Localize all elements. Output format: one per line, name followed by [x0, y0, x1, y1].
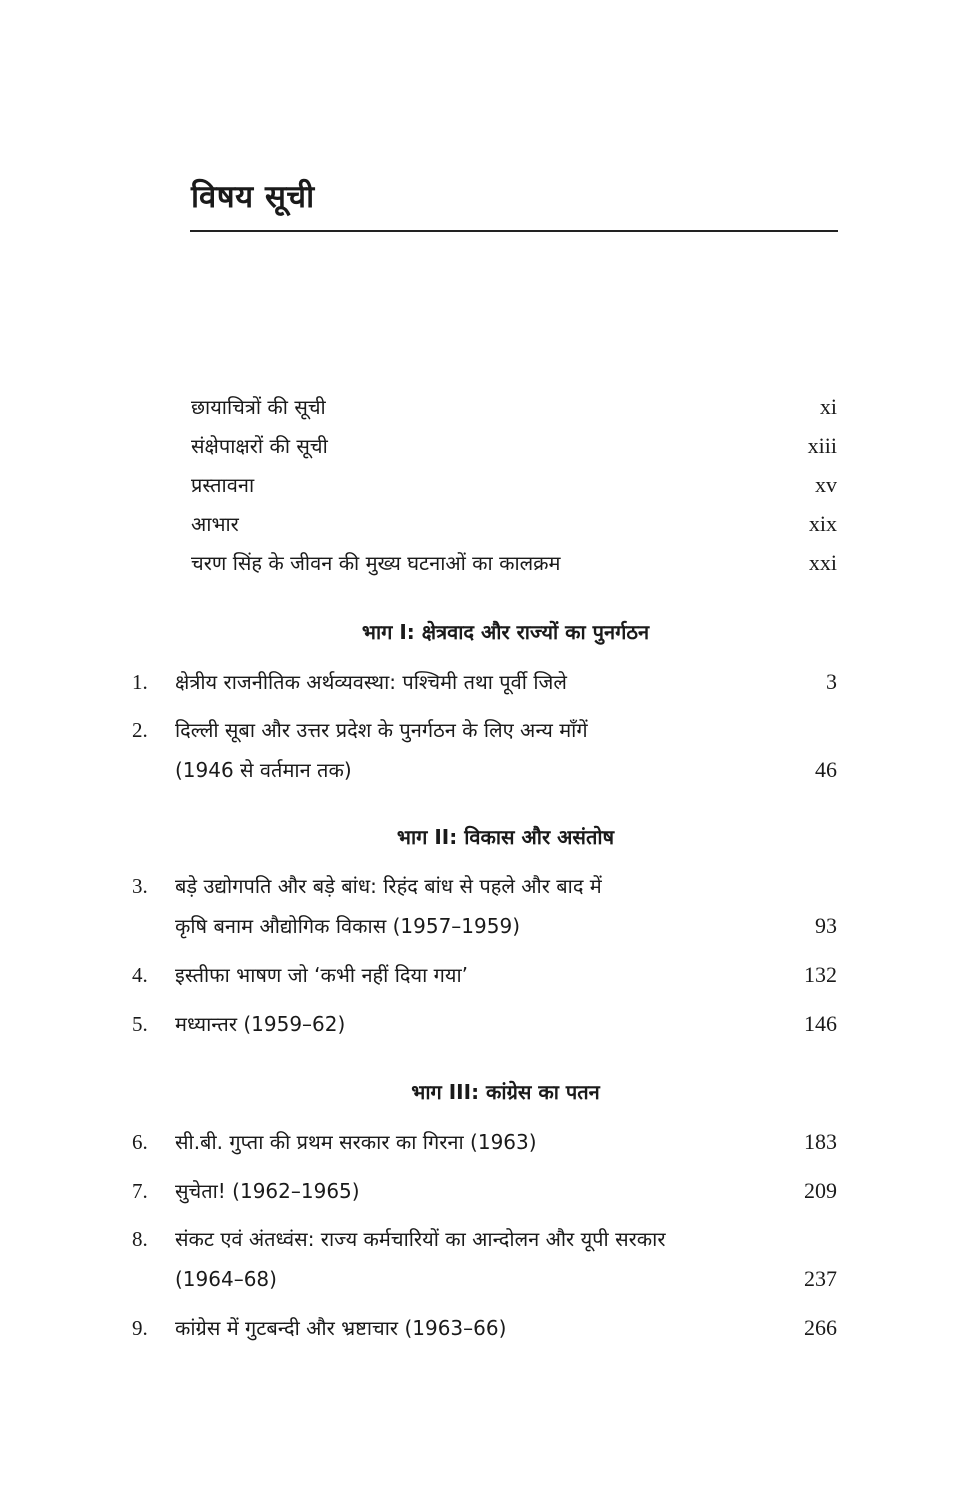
- chapter-number: 7.: [132, 1179, 148, 1203]
- chapter-title-continued: (1946 से वर्तमान तक): [175, 758, 352, 782]
- chapter-number: 4.: [132, 963, 148, 987]
- chapter-entry[interactable]: [0, 957, 971, 993]
- chapter-number: 6.: [132, 1130, 148, 1154]
- chapter-entry[interactable]: [0, 1006, 971, 1042]
- chapter-title-continued: कृषि बनाम औद्योगिक विकास (1957–1959): [175, 914, 520, 938]
- chapter-entry-continued[interactable]: [0, 908, 971, 944]
- toc-entry-label: संक्षेपाक्षरों की सूची: [191, 434, 328, 458]
- chapter-title: दिल्ली सूबा और उत्तर प्रदेश के पुनर्गठन के लिए अन्य माँगें: [175, 718, 588, 742]
- chapter-title-continued: (1964–68): [175, 1267, 277, 1291]
- toc-entry-page: xix: [808, 511, 837, 536]
- chapter-page: 183: [804, 1129, 837, 1154]
- chapter-entry[interactable]: [0, 712, 971, 748]
- chapter-entry-continued[interactable]: [0, 752, 971, 788]
- chapter-page: 3: [826, 669, 837, 694]
- chapter-page: 132: [804, 962, 837, 987]
- chapter-entry[interactable]: [0, 1173, 971, 1209]
- chapter-number: 8.: [132, 1227, 148, 1251]
- chapter-page: 266: [804, 1315, 837, 1340]
- chapter-title: इस्तीफा भाषण जो ‘कभी नहीं दिया गया’: [175, 963, 469, 987]
- part-heading: भाग II: विकास और असंतोष: [396, 825, 615, 849]
- chapter-page: 46: [815, 757, 837, 782]
- chapter-entry-continued[interactable]: [0, 1261, 971, 1297]
- chapter-page: 209: [804, 1178, 837, 1203]
- chapter-entry[interactable]: [0, 1310, 971, 1346]
- chapter-entry[interactable]: [0, 664, 971, 700]
- toc-entry-label: आभार: [191, 512, 239, 536]
- chapter-number: 2.: [132, 718, 148, 742]
- chapter-number: 5.: [132, 1012, 148, 1036]
- chapter-page: 146: [804, 1011, 837, 1036]
- chapter-page: 237: [804, 1266, 837, 1291]
- chapter-entry[interactable]: [0, 1124, 971, 1160]
- chapter-title: सुचेता! (1962–1965): [175, 1179, 360, 1203]
- chapter-entry[interactable]: [0, 868, 971, 904]
- part-heading: भाग I: क्षेत्रवाद और राज्यों का पुनर्गठन: [361, 620, 650, 644]
- chapter-number: 9.: [132, 1316, 148, 1340]
- toc-entry-page: xi: [819, 394, 837, 419]
- page-title: विषय सूची: [191, 179, 315, 215]
- toc-entry[interactable]: [0, 428, 971, 464]
- toc-entry-label: छायाचित्रों की सूची: [191, 395, 326, 419]
- chapter-title: मध्यान्तर (1959–62): [175, 1012, 346, 1036]
- chapter-entry[interactable]: [0, 1221, 971, 1257]
- chapter-title: संकट एवं अंतध्वंस: राज्य कर्मचारियों का आन्दोलन और यूपी सरकार: [175, 1227, 666, 1251]
- part-heading: भाग III: कांग्रेस का पतन: [411, 1080, 600, 1104]
- toc-entry-page: xiii: [807, 433, 837, 458]
- chapter-title: बड़े उद्योगपति और बड़े बांध: रिहंद बांध से पहले और बाद में: [175, 874, 602, 898]
- toc-entry[interactable]: [0, 467, 971, 503]
- toc-entry[interactable]: [0, 389, 971, 425]
- chapter-number: 1.: [132, 670, 148, 694]
- toc-entry-page: xv: [815, 472, 837, 497]
- toc-entry-label: प्रस्तावना: [191, 473, 255, 497]
- toc-entry[interactable]: [0, 545, 971, 581]
- chapter-title: क्षेत्रीय राजनीतिक अर्थव्यवस्था: पश्चिमी तथा पूर्वी जिले: [175, 670, 567, 694]
- chapter-number: 3.: [132, 874, 148, 898]
- chapter-title: सी.बी. गुप्ता की प्रथम सरकार का गिरना (1963): [175, 1130, 537, 1154]
- toc-entry[interactable]: [0, 506, 971, 542]
- toc-entry-page: xxi: [808, 550, 837, 575]
- chapter-title: कांग्रेस में गुटबन्दी और भ्रष्टाचार (1963–66): [175, 1316, 507, 1340]
- toc-entry-label: चरण सिंह के जीवन की मुख्य घटनाओं का कालक्रम: [191, 551, 561, 575]
- chapter-page: 93: [815, 913, 837, 938]
- title-divider: [190, 230, 838, 232]
